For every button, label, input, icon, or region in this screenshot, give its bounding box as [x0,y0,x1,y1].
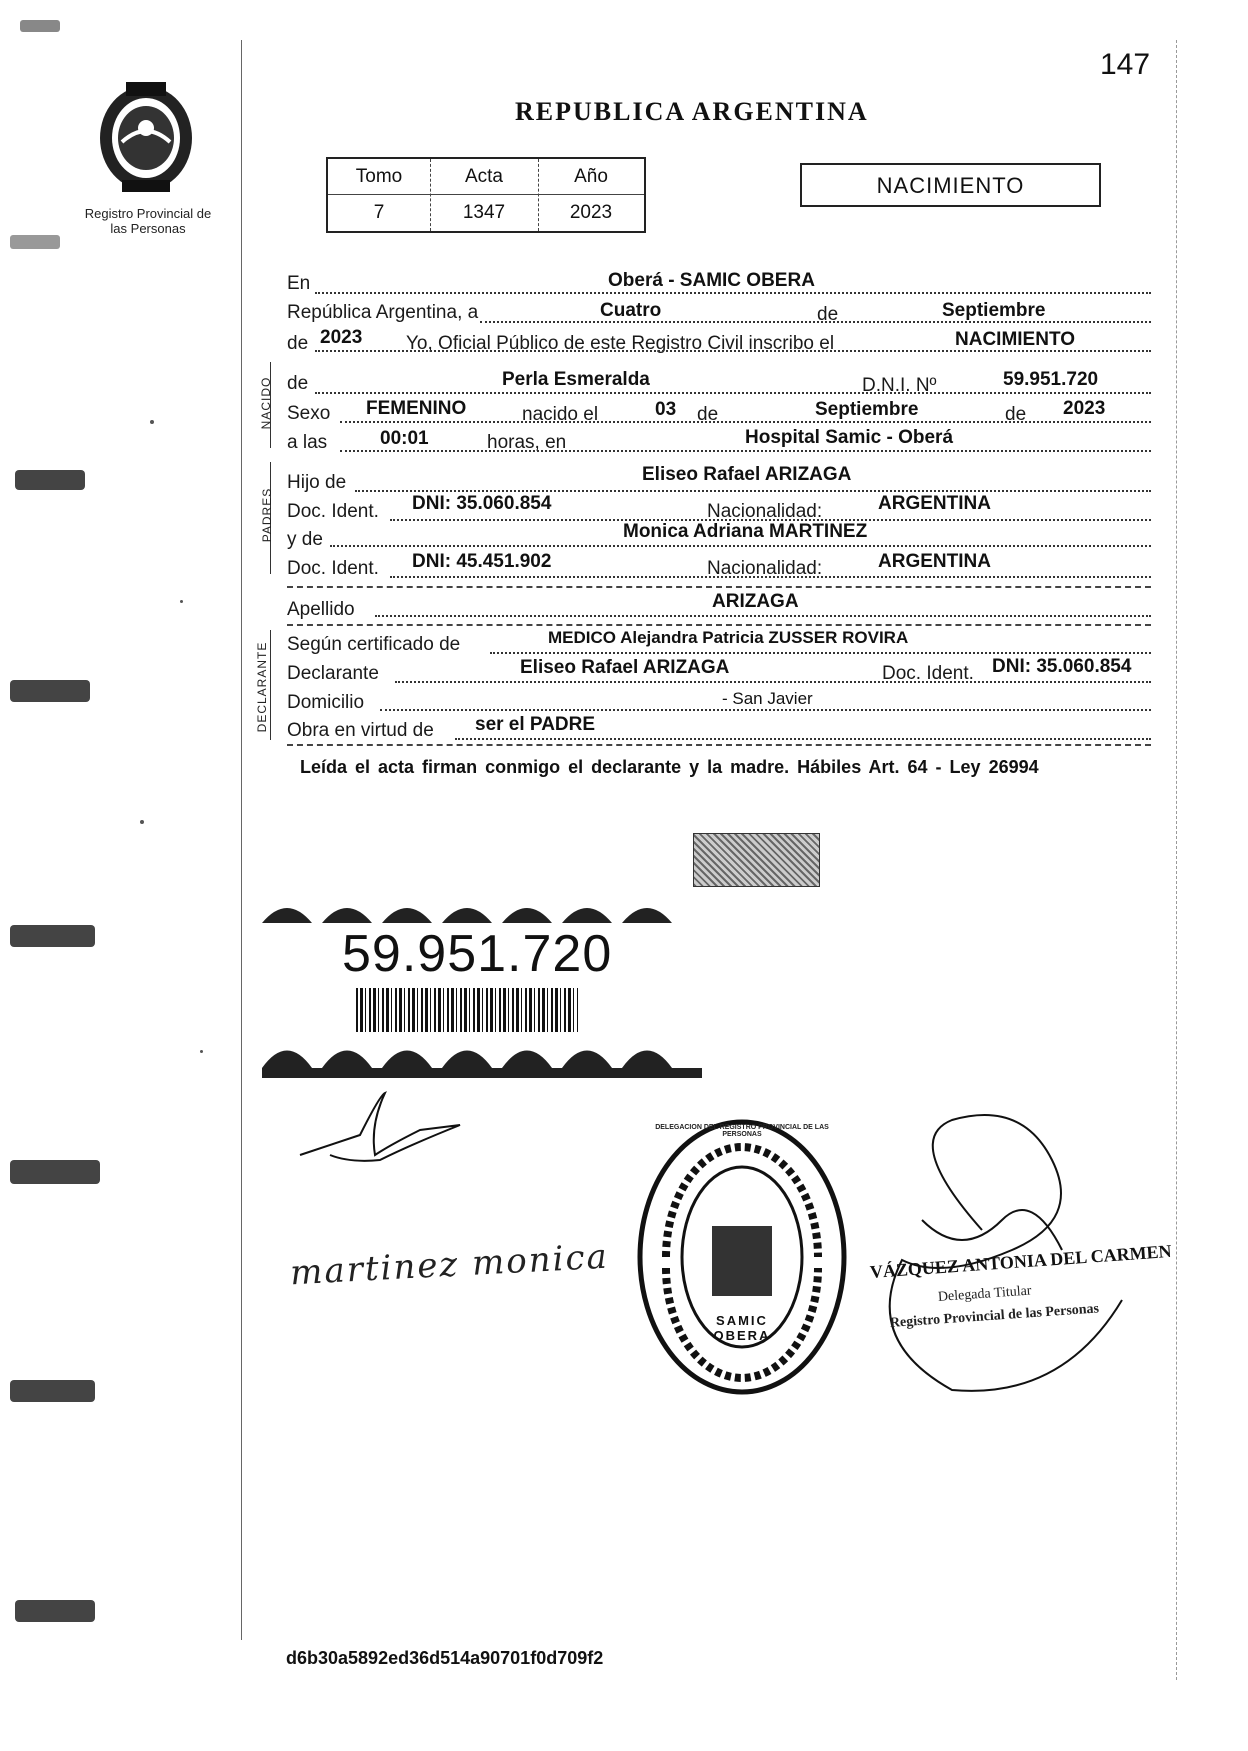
obra: ser el PADRE [475,714,596,735]
document-hash: d6b30a5892ed36d514a90701f0d709f2 [286,1648,604,1668]
table-divider-h [328,194,644,195]
header-anio: Año [574,166,608,187]
record-table [326,157,646,233]
barcode [356,988,578,1032]
child-name: Perla Esmeralda [502,369,650,390]
declarante-doc: DNI: 35.060.854 [992,656,1132,677]
mother-nationality: ARGENTINA [878,551,991,572]
registry-stamp [636,1118,848,1396]
father-doc: DNI: 35.060.854 [412,493,552,514]
dots-row1 [315,292,1151,294]
official-name: VÁZQUEZ ANTONIA DEL CARMEN [869,1240,1173,1282]
republica-label: República Argentina, a [287,302,479,323]
doc-ident2-label: Doc. Ident. [287,558,379,579]
child-dni: 59.951.720 [1003,369,1099,390]
nacionalidad2-label: Nacionalidad: [707,558,823,579]
birth-day: 03 [655,399,677,420]
nacido-label: nacido el [522,404,599,425]
day-text: Cuatro [600,300,662,321]
y-de-label: y de [287,529,323,550]
year: 2023 [320,327,363,348]
mother-doc: DNI: 45.451.902 [412,551,552,572]
doc-ident-label: Doc. Ident. [287,501,379,522]
registry-label: Registro Provincial de las Personas [84,206,212,236]
apellido-label: Apellido [287,599,355,620]
father-name: Eliseo Rafael ARIZAGA [642,464,852,485]
doc-ident3-label: Doc. Ident. [882,663,974,684]
dots-row15 [455,738,1151,740]
section-padres: PADRES [260,487,274,543]
apellido: ARIZAGA [712,591,799,612]
certificado-label: Según certificado de [287,634,461,655]
hologram-sticker [693,833,820,887]
dots-row7 [355,490,1151,492]
page-title: REPUBLICA ARGENTINA [515,97,869,126]
dots-row13 [395,681,1151,683]
official-org: Registro Provincial de las Personas [889,1301,1100,1331]
declarante-label: Declarante [287,663,379,684]
certificado: MEDICO Alejandra Patricia ZUSSER ROVIRA [548,628,909,647]
de2-label: de [287,333,309,354]
de4-label: de [697,404,719,425]
inscription-type: NACIMIENTO [955,329,1075,350]
signature-scribble-icon [290,1085,480,1175]
separator-3 [287,744,1151,746]
birth-time: 00:01 [380,428,429,449]
official-title: Delegada Titular [937,1283,1032,1305]
declarante: Eliseo Rafael ARIZAGA [520,657,730,678]
en-label: En [287,273,311,294]
dots-row2 [480,321,1151,323]
header-tomo: Tomo [355,166,403,187]
mother-name: Monica Adriana MARTINEZ [623,521,868,542]
margin-rule [241,40,242,1640]
section-declarante: DECLARANTE [255,641,269,733]
father-nationality: ARGENTINA [878,493,991,514]
right-margin-rule [1176,40,1177,1680]
separator-2 [287,624,1151,626]
oficial-text: Yo, Oficial Público de este Registro Civil inscribo el [406,333,835,354]
dots-row5 [340,421,1151,423]
value-acta: 1347 [462,202,506,223]
mother-signature: martinez monica [289,1236,610,1294]
stamp-ring-text: DELEGACION DEL REGISTRO PROVINCIAL DE LAS PERSONAS [655,1124,829,1138]
de3-label: de [287,373,309,394]
birth-place: Hospital Samic - Oberá [745,427,954,448]
month: Septiembre [942,300,1046,321]
value-anio: 2023 [569,202,613,223]
horas-label: horas, en [487,432,567,453]
dots-row9 [330,545,1151,547]
declarante-signature [290,1085,480,1175]
separator-1 [287,586,1151,588]
birth-year: 2023 [1063,398,1106,419]
obra-label: Obra en virtud de [287,720,434,741]
dni-label: D.N.I. Nº [862,375,937,396]
a-las-label: a las [287,432,328,453]
sticker-number: 59.951.720 [342,925,613,983]
stamp-center-text: SAMIC OBERA [713,1313,771,1343]
section-nacido: NACIDO [259,376,273,430]
provincial-emblem [92,80,200,200]
document-type: NACIMIENTO [876,173,1025,198]
document-type-box [800,163,1101,207]
en-value: Oberá - SAMIC OBERA [608,270,815,291]
dots-row11 [375,615,1151,617]
declarante-bracket [270,630,271,740]
hijo-label: Hijo de [287,472,347,493]
domicilio: - San Javier [722,689,813,708]
nacionalidad-label: Nacionalidad: [707,501,823,522]
emblem-icon [92,80,200,200]
sexo-label: Sexo [287,403,331,424]
dots-row4 [315,392,1151,394]
value-tomo: 7 [373,202,385,223]
closing-text: Leída el acta firman conmigo el declarante y la madre. Hábiles Art. 64 - Ley 26994 [300,757,1039,777]
dots-row6 [340,450,1151,452]
scan-noise [0,0,240,1751]
de-label: de [817,304,839,325]
stamp-seal-icon [636,1118,848,1396]
de5-label: de [1005,404,1027,425]
dots-row12 [490,652,1151,654]
dni-sticker [262,888,702,1088]
birth-month: Septiembre [815,399,919,420]
header-acta: Acta [464,166,504,187]
domicilio-label: Domicilio [287,692,365,713]
page-number: 147 [1100,48,1151,81]
sexo: FEMENINO [366,398,467,419]
